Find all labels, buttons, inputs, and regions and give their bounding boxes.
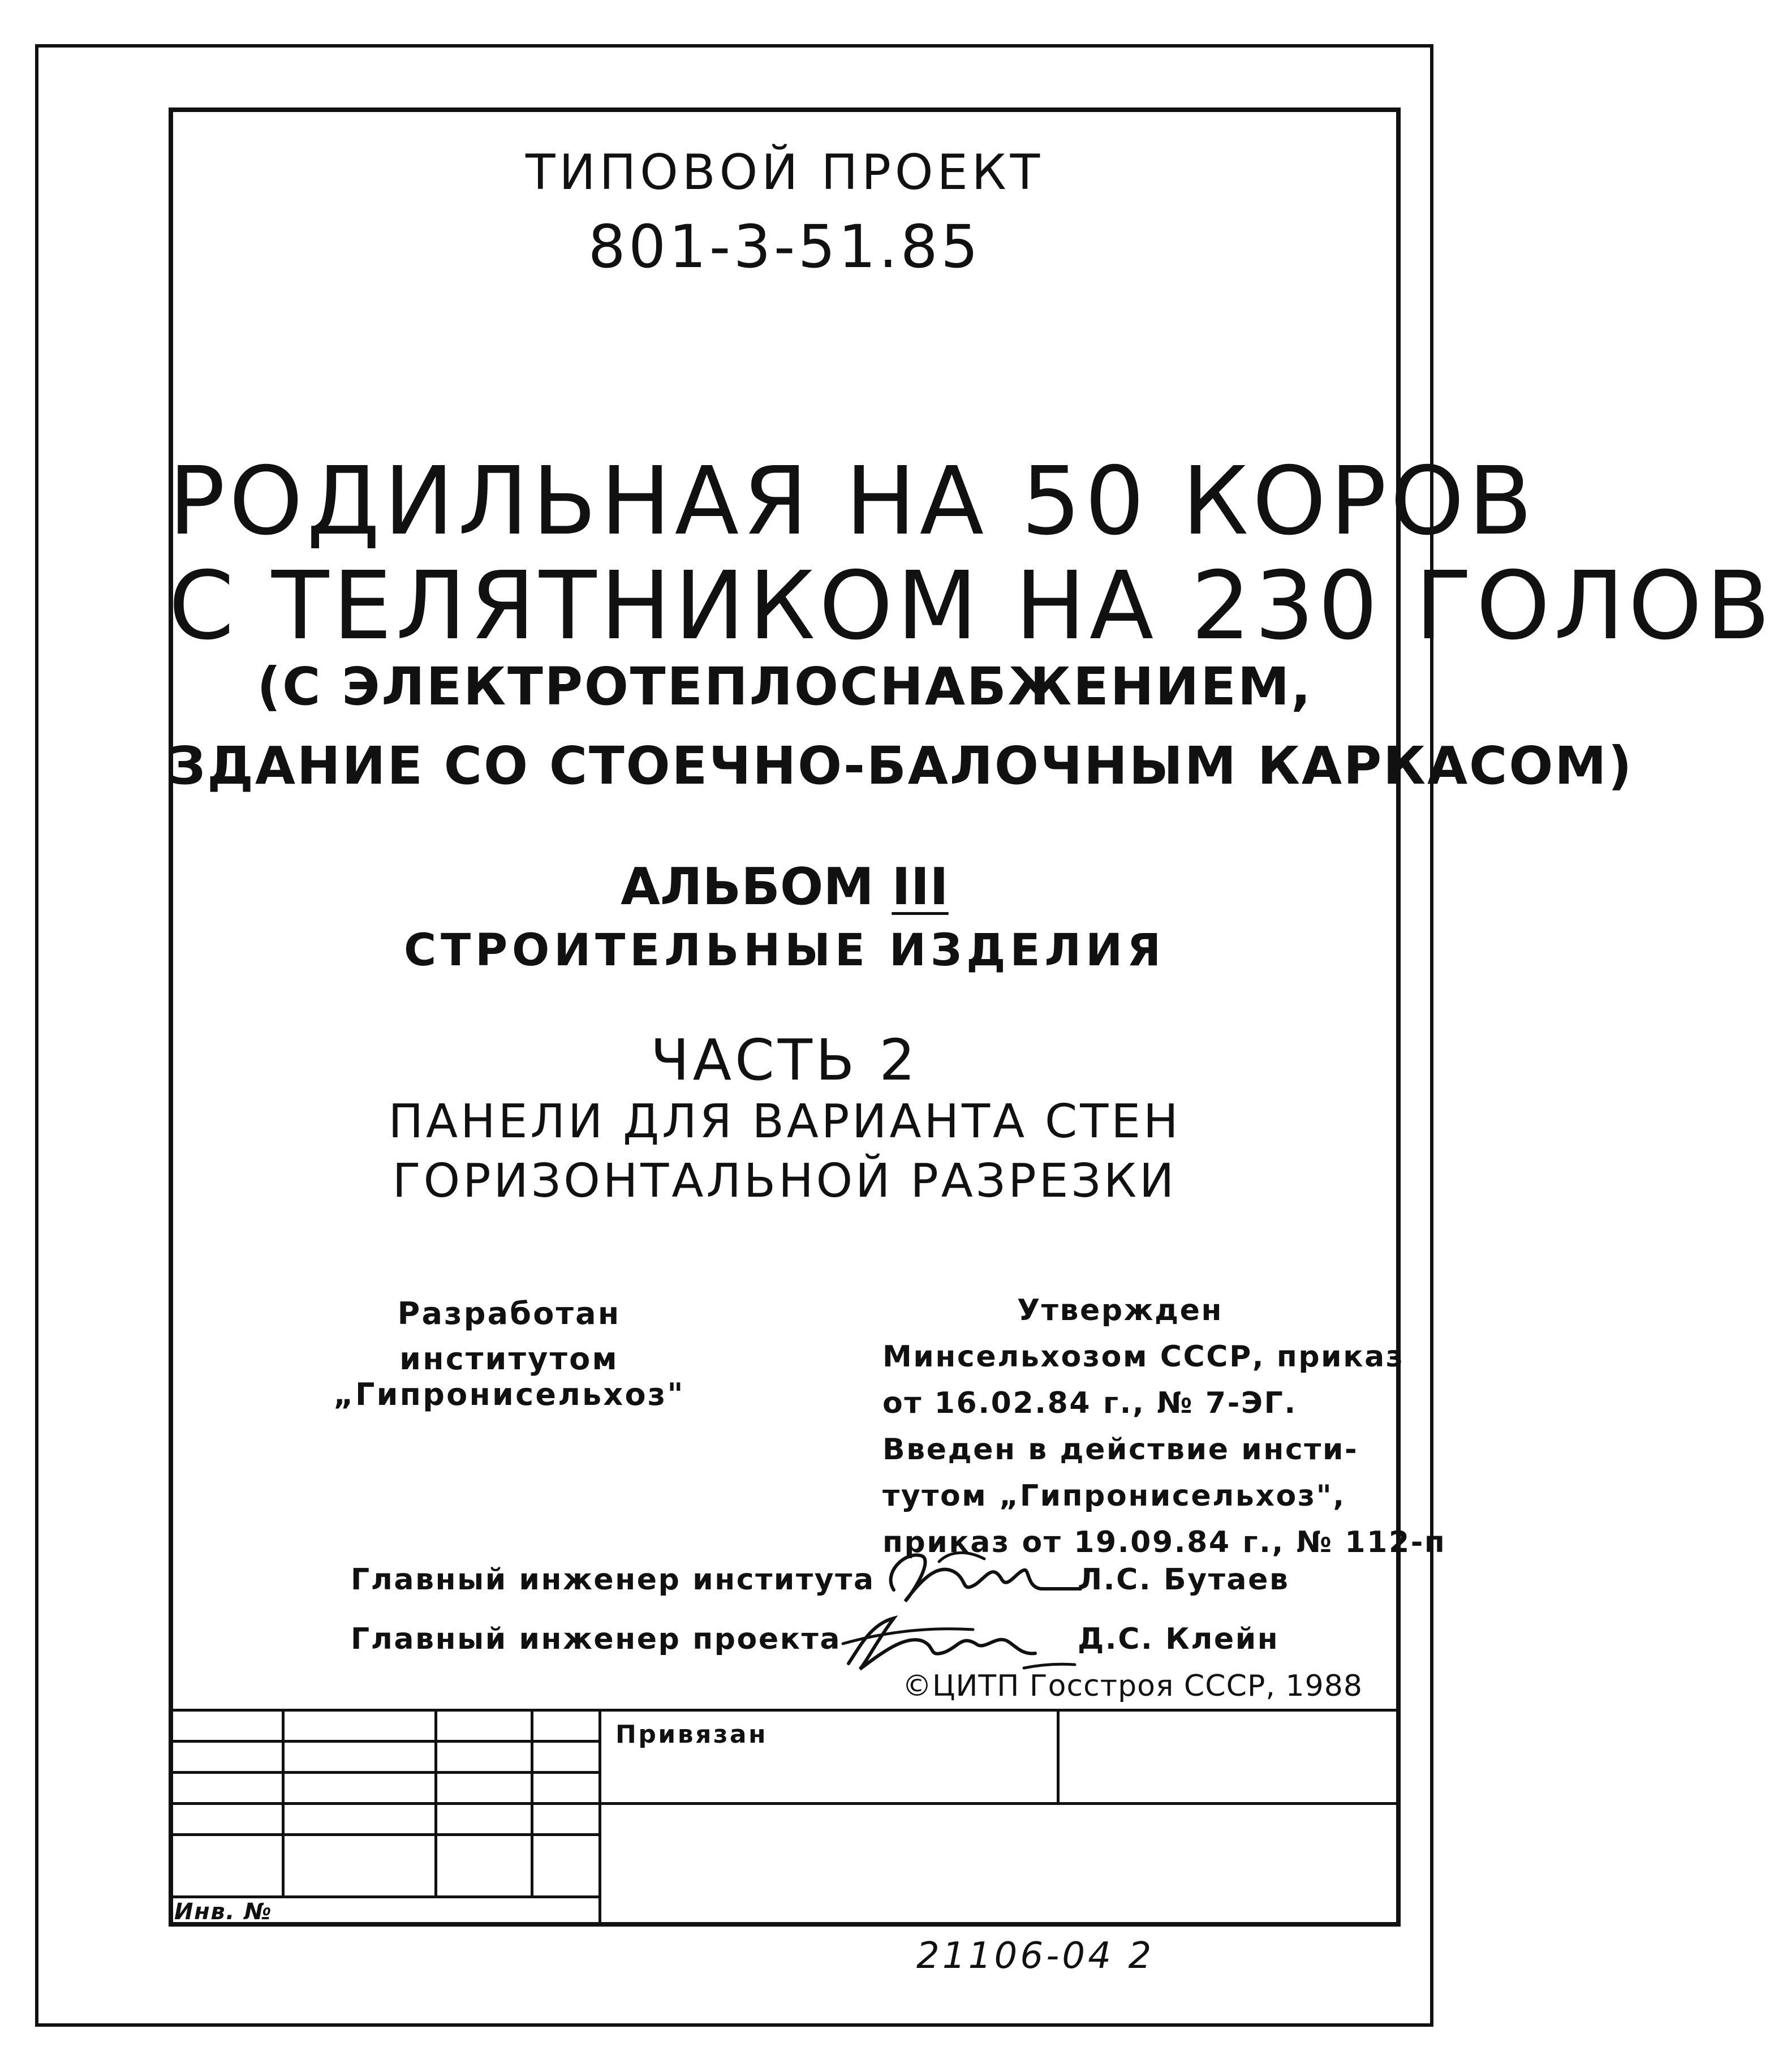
stamp-col-line [282, 1709, 285, 1895]
inventory-label: Инв. № [174, 1899, 273, 1925]
title-line-4: ЗДАНИЕ СО СТОЕЧНО-БАЛОЧНЫМ КАРКАСОМ) [169, 736, 1634, 796]
developed-by-institute: институтом „Гипронисельхоз" [333, 1341, 685, 1412]
chief-engineer-project-name: Д.С. Клейн [1078, 1622, 1280, 1656]
album-heading [169, 857, 1401, 917]
signature-klein-icon [832, 1601, 1080, 1680]
title-line-3: (С ЭЛЕКТРОТЕПЛОСНАБЖЕНИЕМ, [257, 656, 1312, 717]
bound-label: Привязан [615, 1720, 768, 1749]
developed-by-heading: Разработан [397, 1296, 621, 1331]
part-subtitle-line-2: ГОРИЗОНТАЛЬНОЙ РАЗРЕЗКИ [392, 1154, 1177, 1208]
album-number: III [892, 857, 949, 917]
title-line-2: С ТЕЛЯТНИКОМ НА 230 ГОЛОВ [169, 552, 1774, 661]
stamp-col-line [1057, 1709, 1060, 1802]
album-label: АЛЬБОМ [621, 857, 874, 917]
stamp-row-line [598, 1802, 1401, 1805]
album-subtitle: СТРОИТЕЛЬНЫЕ ИЗДЕЛИЯ [403, 925, 1166, 976]
chief-engineer-institute-name: Л.С. Бутаев [1078, 1563, 1290, 1597]
project-code: 801-3-51.85 [588, 212, 981, 281]
approved-line-2: Минсельхозом СССР, приказ [882, 1340, 1405, 1374]
stamp-table [169, 1709, 1401, 1927]
part-subtitle-line-1: ПАНЕЛИ ДЛЯ ВАРИАНТА СТЕН [388, 1095, 1181, 1149]
approved-heading: Утвержден [1017, 1293, 1223, 1327]
stamp-col-line [434, 1709, 437, 1895]
approved-line-5: тутом „Гипронисельхоз", [882, 1479, 1346, 1513]
approved-line-6: приказ от 19.09.84 г., № 112-п [882, 1525, 1446, 1559]
stamp-row-line [169, 1895, 598, 1898]
chief-engineer-project-label: Главный инженер проекта [351, 1622, 842, 1656]
stamp-row-line [169, 1833, 598, 1836]
project-series-label: ТИПОВОЙ ПРОЕКТ [525, 144, 1044, 201]
approved-line-4: Введен в действие инсти- [882, 1433, 1359, 1467]
stamp-col-line [598, 1709, 601, 1927]
stamp-row-line [169, 1771, 598, 1774]
stamp-col-line [531, 1709, 533, 1895]
document-number: 21106-04 2 [916, 1935, 1155, 1977]
chief-engineer-institute-label: Главный инженер института [351, 1563, 875, 1597]
stamp-row-line [169, 1740, 598, 1743]
stamp-top-border [169, 1709, 1401, 1712]
approved-line-3: от 16.02.84 г., № 7-ЭГ. [882, 1386, 1297, 1420]
stamp-row-line [169, 1802, 598, 1805]
title-line-1: РОДИЛЬНАЯ НА 50 КОРОВ [169, 447, 1536, 556]
copyright-note: ©ЦИТП Госстроя СССР, 1988 [902, 1669, 1363, 1703]
part-heading: ЧАСТЬ 2 [651, 1027, 919, 1093]
